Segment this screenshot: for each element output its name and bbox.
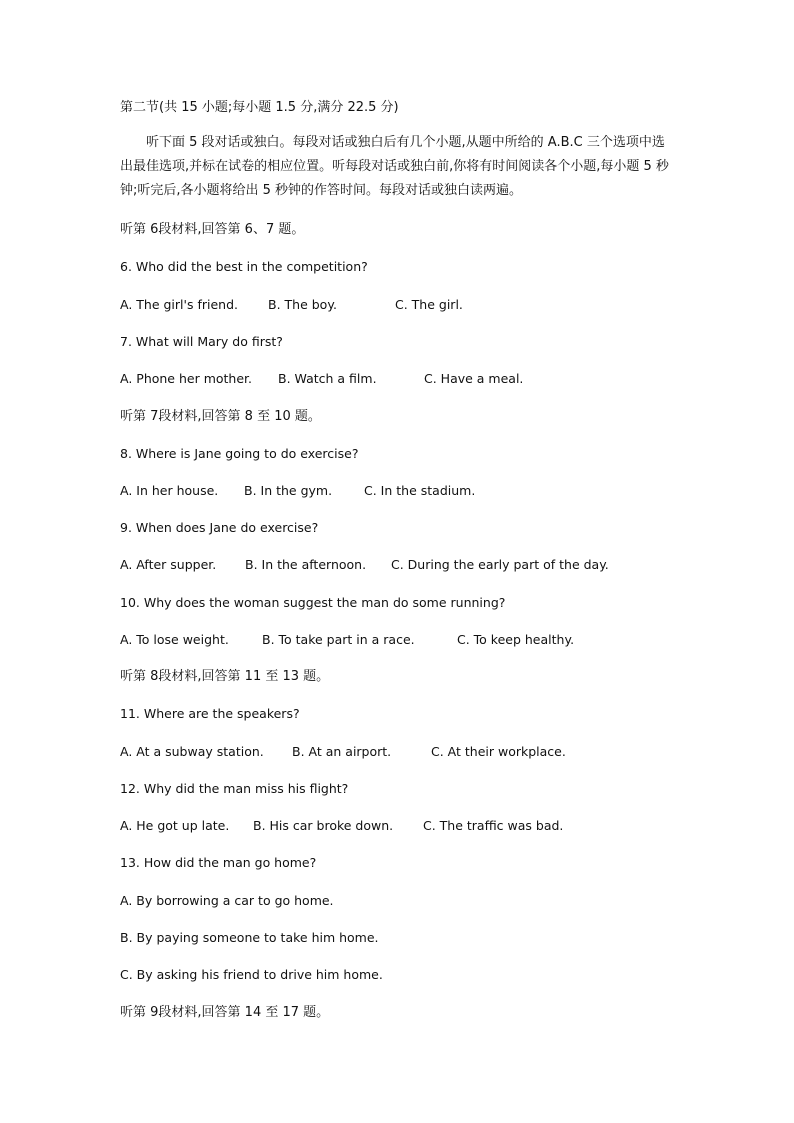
option-c: C. By asking his friend to drive him home. [120, 967, 383, 982]
question-stem-11: 11. Where are the speakers? [120, 706, 300, 721]
group-label-7: 听第 7段材料,回答第 8 至 10 题。 [120, 409, 321, 424]
option-c: C. The girl. [395, 297, 463, 312]
option-a: A. He got up late. [120, 818, 230, 833]
option-a: A. By borrowing a car to go home. [120, 893, 334, 908]
question-stem-9: 9. When does Jane do exercise? [120, 520, 319, 535]
option-a: A. At a subway station. [120, 744, 264, 759]
option-b: B. At an airport. [292, 744, 392, 759]
option-c: C. In the stadium. [364, 483, 476, 498]
option-c: C. To keep healthy. [457, 632, 575, 647]
option-a: A. After supper. [120, 557, 217, 572]
question-stem-6: 6. Who did the best in the competition? [120, 259, 368, 274]
section-instructions: 听下面 5 段对话或独白。每段对话或独白后有几个小题,从题中所给的 A.B.C 三个选项中选出最佳选项,并标在试卷的相应位置。听每段对话或独白前,你将有时间阅读各个小题,每小题 5 秒钟;听完后,各小题将给出 5 秒钟的作答时间。每段对话或独白读两遍。 [120, 135, 669, 198]
group-label-6: 听第 6段材料,回答第 6、7 题。 [120, 222, 305, 237]
section-heading: 第二节(共 15 小题;每小题 1.5 分,满分 22.5 分) [120, 100, 399, 115]
question-stem-7: 7. What will Mary do first? [120, 334, 283, 349]
option-b: B. The boy. [268, 297, 337, 312]
option-a: A. To lose weight. [120, 632, 229, 647]
option-a: A. The girl's friend. [120, 297, 238, 312]
option-c: C. The traffic was bad. [423, 818, 564, 833]
option-b: B. Watch a film. [278, 371, 377, 386]
question-stem-8: 8. Where is Jane going to do exercise? [120, 446, 359, 461]
option-c: C. At their workplace. [431, 744, 566, 759]
option-c: C. Have a meal. [424, 371, 524, 386]
option-b: B. In the afternoon. [245, 557, 367, 572]
question-stem-13: 13. How did the man go home? [120, 855, 317, 870]
option-b: B. To take part in a race. [262, 632, 415, 647]
group-label-9: 听第 9段材料,回答第 14 至 17 题。 [120, 1005, 330, 1020]
option-a: A. Phone her mother. [120, 371, 253, 386]
option-c: C. During the early part of the day. [391, 557, 609, 572]
option-b: B. His car broke down. [253, 818, 394, 833]
option-a: A. In her house. [120, 483, 219, 498]
question-stem-12: 12. Why did the man miss his flight? [120, 781, 349, 796]
option-b: B. In the gym. [244, 483, 333, 498]
group-label-8: 听第 8段材料,回答第 11 至 13 题。 [120, 669, 330, 684]
question-stem-10: 10. Why does the woman suggest the man do some running? [120, 595, 506, 610]
option-b: B. By paying someone to take him home. [120, 930, 379, 945]
